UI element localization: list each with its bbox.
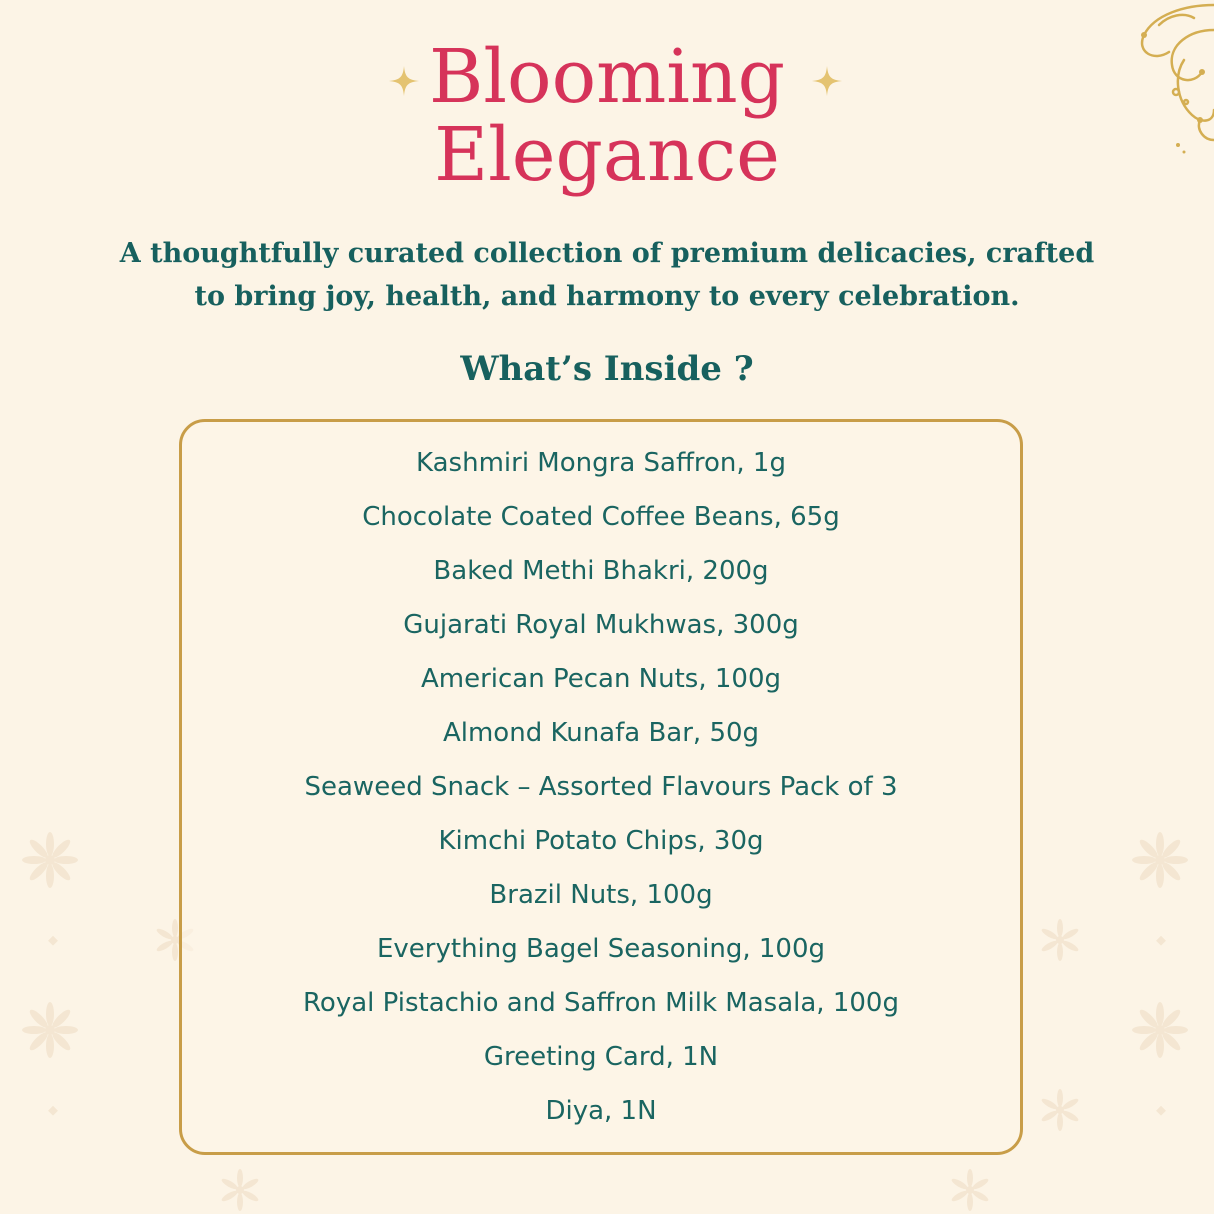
page-title-line2: Elegance	[434, 112, 780, 198]
list-item: Chocolate Coated Coffee Beans, 65g	[362, 502, 840, 532]
description-line1: A thoughtfully curated collection of premium delicacies, crafted	[119, 238, 1095, 269]
description	[0, 232, 1214, 318]
list-item: Almond Kunafa Bar, 50g	[442, 718, 760, 748]
list-item: Kimchi Potato Chips, 30g	[438, 826, 764, 856]
list-item: Everything Bagel Seasoning, 100g	[376, 934, 826, 964]
list-item: Diya, 1N	[545, 1096, 657, 1126]
list-item: Seaweed Snack – Assorted Flavours Pack of 3	[304, 772, 898, 802]
list-item: Royal Pistachio and Saffron Milk Masala, 100g	[303, 988, 899, 1018]
description-line2: to bring joy, health, and harmony to every celebration.	[194, 281, 1020, 312]
list-item: Baked Methi Bhakri, 200g	[433, 556, 769, 586]
contents-list	[182, 444, 1020, 1146]
list-item: Kashmiri Mongra Saffron, 1g	[416, 448, 786, 478]
page-title-line1: Blooming	[428, 34, 786, 120]
list-item: Brazil Nuts, 100g	[489, 880, 713, 910]
list-item: American Pecan Nuts, 100g	[420, 664, 782, 694]
list-item: Gujarati Royal Mukhwas, 300g	[403, 610, 799, 640]
list-item: Greeting Card, 1N	[483, 1042, 719, 1072]
contents-box	[179, 419, 1023, 1155]
whats-inside-heading: What’s Inside ?	[460, 349, 754, 389]
